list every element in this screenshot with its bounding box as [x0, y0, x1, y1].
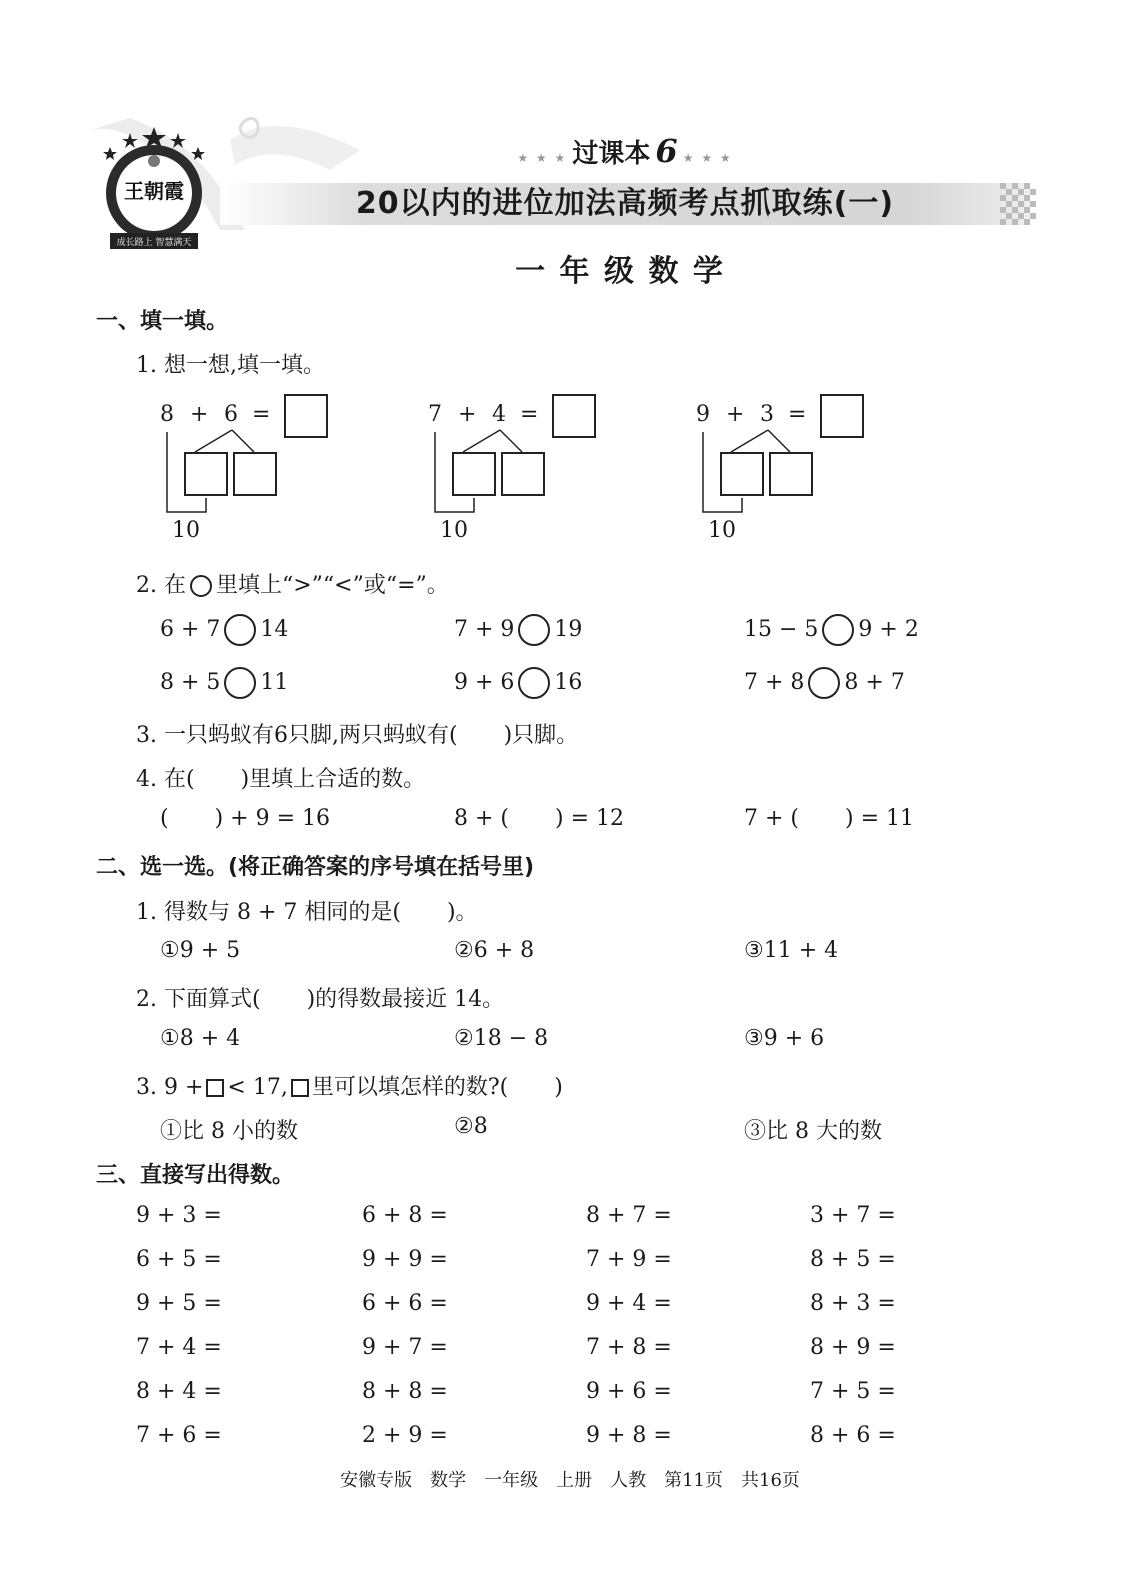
compare-circle[interactable]	[808, 667, 840, 699]
logo-slogan: 成长路上 智慧满天	[116, 238, 192, 248]
split-box-left[interactable]	[452, 452, 496, 496]
option[interactable]: ②8	[454, 1114, 488, 1139]
split-box-right[interactable]	[769, 452, 813, 496]
compare-item	[454, 667, 582, 699]
compare-item	[744, 667, 905, 699]
compare-circle[interactable]	[518, 667, 550, 699]
compare-circle[interactable]	[224, 667, 256, 699]
plus-sign: +	[458, 402, 477, 427]
split-box-left[interactable]	[720, 452, 764, 496]
q3-text-post: )只脚。	[503, 723, 579, 748]
decomp-item-3	[686, 390, 886, 550]
q-text-end: )	[554, 1075, 563, 1100]
calc-item[interactable]: 9 + 8 =	[586, 1423, 672, 1448]
addend-b: 6	[224, 402, 238, 427]
fill-item	[454, 806, 624, 831]
option[interactable]: ①9 + 5	[160, 938, 241, 963]
calc-item[interactable]: 9 + 7 =	[362, 1335, 448, 1360]
fill-post: ) = 11	[845, 806, 914, 831]
option[interactable]: ②6 + 8	[454, 938, 535, 963]
stars-right: ★ ★ ★	[682, 151, 733, 165]
calc-item[interactable]: 8 + 7 =	[586, 1203, 672, 1228]
calc-item[interactable]: 9 + 3 =	[136, 1203, 222, 1228]
option[interactable]: ③11 + 4	[744, 938, 839, 963]
calc-item[interactable]: 7 + 4 =	[136, 1335, 222, 1360]
compare-item	[160, 614, 288, 646]
section1-heading: 一、填一填。	[96, 309, 229, 334]
calc-item[interactable]: 8 + 4 =	[136, 1379, 222, 1404]
q4-text-pre: 4. 在(	[136, 767, 195, 792]
calc-item[interactable]: 7 + 8 =	[586, 1335, 672, 1360]
s1-q3	[136, 718, 578, 749]
q-text-pre: 2. 下面算式(	[136, 987, 261, 1012]
equals-sign: =	[788, 402, 807, 427]
q3-text-pre: 3. 一只蚂蚁有6只脚,两只蚂蚁有(	[136, 723, 458, 748]
calc-item[interactable]: 6 + 6 =	[362, 1291, 448, 1316]
split-box-right[interactable]	[501, 452, 545, 496]
compare-item	[744, 614, 919, 646]
option[interactable]: ①8 + 4	[160, 1026, 241, 1051]
calc-item[interactable]: 8 + 8 =	[362, 1379, 448, 1404]
lesson-kicker	[500, 132, 750, 170]
calc-item[interactable]: 8 + 3 =	[810, 1291, 896, 1316]
split-box-right[interactable]	[233, 452, 277, 496]
fill-pre: 8 + (	[454, 806, 509, 831]
subject-title: 一 年 级 数 学	[515, 254, 725, 289]
calc-item[interactable]: 8 + 5 =	[810, 1247, 896, 1272]
s1-q2-label	[136, 568, 449, 599]
calc-item[interactable]: 9 + 6 =	[586, 1379, 672, 1404]
equals-sign: =	[252, 402, 271, 427]
compare-circle[interactable]	[822, 614, 854, 646]
q-text-pre: 1. 得数与 8 + 7 相同的是(	[136, 900, 401, 925]
calc-item[interactable]: 2 + 9 =	[362, 1423, 448, 1448]
compare-item	[160, 667, 288, 699]
q-text-pre: 3. 9 +	[136, 1075, 204, 1100]
stars-left: ★ ★ ★	[517, 151, 568, 165]
plus-sign: +	[726, 402, 745, 427]
calc-item[interactable]: 3 + 7 =	[810, 1203, 896, 1228]
compare-right: 19	[554, 617, 583, 642]
option[interactable]: ②18 − 8	[454, 1026, 549, 1051]
worksheet-title: 20以内的进位加法高频考点抓取练(一)	[355, 186, 895, 221]
compare-right: 16	[554, 670, 583, 695]
addend-b: 4	[492, 402, 506, 427]
publisher-logo	[96, 125, 212, 257]
ten-label: 10	[440, 518, 468, 543]
compare-left: 6 + 7	[160, 617, 221, 642]
compare-right: 8 + 7	[844, 670, 905, 695]
calc-item[interactable]: 7 + 9 =	[586, 1247, 672, 1272]
q-text-post: )。	[446, 900, 478, 925]
section3-heading: 三、直接写出得数。	[96, 1163, 295, 1188]
circle-icon	[190, 575, 212, 597]
s2-q3	[136, 1070, 563, 1101]
decomp-item-1	[150, 390, 350, 550]
addend-a: 9	[696, 402, 710, 427]
compare-circle[interactable]	[518, 614, 550, 646]
fill-post: ) = 12	[555, 806, 624, 831]
addend-a: 8	[160, 402, 174, 427]
split-box-left[interactable]	[184, 452, 228, 496]
addend-b: 3	[760, 402, 774, 427]
compare-circle[interactable]	[224, 614, 256, 646]
calc-item[interactable]: 7 + 5 =	[810, 1379, 896, 1404]
logo-name: 王朝霞	[124, 179, 184, 203]
calc-item[interactable]: 9 + 5 =	[136, 1291, 222, 1316]
compare-item	[454, 614, 582, 646]
option[interactable]: ③9 + 6	[744, 1026, 825, 1051]
s1-q4	[136, 762, 425, 793]
square-icon	[291, 1079, 309, 1097]
compare-right: 9 + 2	[858, 617, 919, 642]
fill-pre: 7 + (	[744, 806, 799, 831]
compare-left: 7 + 9	[454, 617, 515, 642]
ten-label: 10	[708, 518, 736, 543]
q2-label-pre: 2. 在	[136, 573, 186, 598]
page-footer: 安徽专版 数学 一年级 上册 人教 第11页 共16页	[340, 1470, 800, 1491]
calc-item[interactable]: 6 + 8 =	[362, 1203, 448, 1228]
q-text-mid: < 17,	[227, 1075, 288, 1100]
section2-heading: 二、选一选。(将正确答案的序号填在括号里)	[96, 855, 535, 880]
q2-label-post: 里填上“>”“<”或“=”。	[215, 573, 449, 598]
compare-left: 8 + 5	[160, 670, 221, 695]
fill-pre: (	[160, 806, 169, 831]
decomp-item-2	[418, 390, 618, 550]
kicker-number: 6	[655, 132, 678, 170]
s2-q1	[136, 895, 478, 926]
compare-right: 14	[260, 617, 289, 642]
fill-item	[744, 806, 914, 831]
equals-sign: =	[520, 402, 539, 427]
calc-item[interactable]: 9 + 9 =	[362, 1247, 448, 1272]
calc-item[interactable]: 7 + 6 =	[136, 1423, 222, 1448]
q-text-post: )的得数最接近 14。	[306, 987, 505, 1012]
q4-text-post: )里填上合适的数。	[240, 767, 426, 792]
ten-label: 10	[172, 518, 200, 543]
addend-a: 7	[428, 402, 442, 427]
fill-post: ) + 9 = 16	[214, 806, 331, 831]
option[interactable]: ③比 8 大的数	[744, 1119, 882, 1144]
fill-item	[160, 806, 330, 831]
s1-q1-label: 1. 想一想,填一填。	[136, 353, 325, 378]
s2-q2	[136, 982, 504, 1013]
compare-left: 15 − 5	[744, 617, 819, 642]
calc-item[interactable]: 8 + 9 =	[810, 1335, 896, 1360]
square-icon	[206, 1079, 224, 1097]
compare-left: 7 + 8	[744, 670, 805, 695]
compare-left: 9 + 6	[454, 670, 515, 695]
plus-sign: +	[190, 402, 209, 427]
option[interactable]: ①比 8 小的数	[160, 1119, 298, 1144]
compare-right: 11	[260, 670, 289, 695]
calc-item[interactable]: 8 + 6 =	[810, 1423, 896, 1448]
q-text-post: 里可以填怎样的数?(	[311, 1075, 509, 1100]
calc-item[interactable]: 9 + 4 =	[586, 1291, 672, 1316]
kicker-text: 过课本	[572, 139, 651, 169]
calc-item[interactable]: 6 + 5 =	[136, 1247, 222, 1272]
